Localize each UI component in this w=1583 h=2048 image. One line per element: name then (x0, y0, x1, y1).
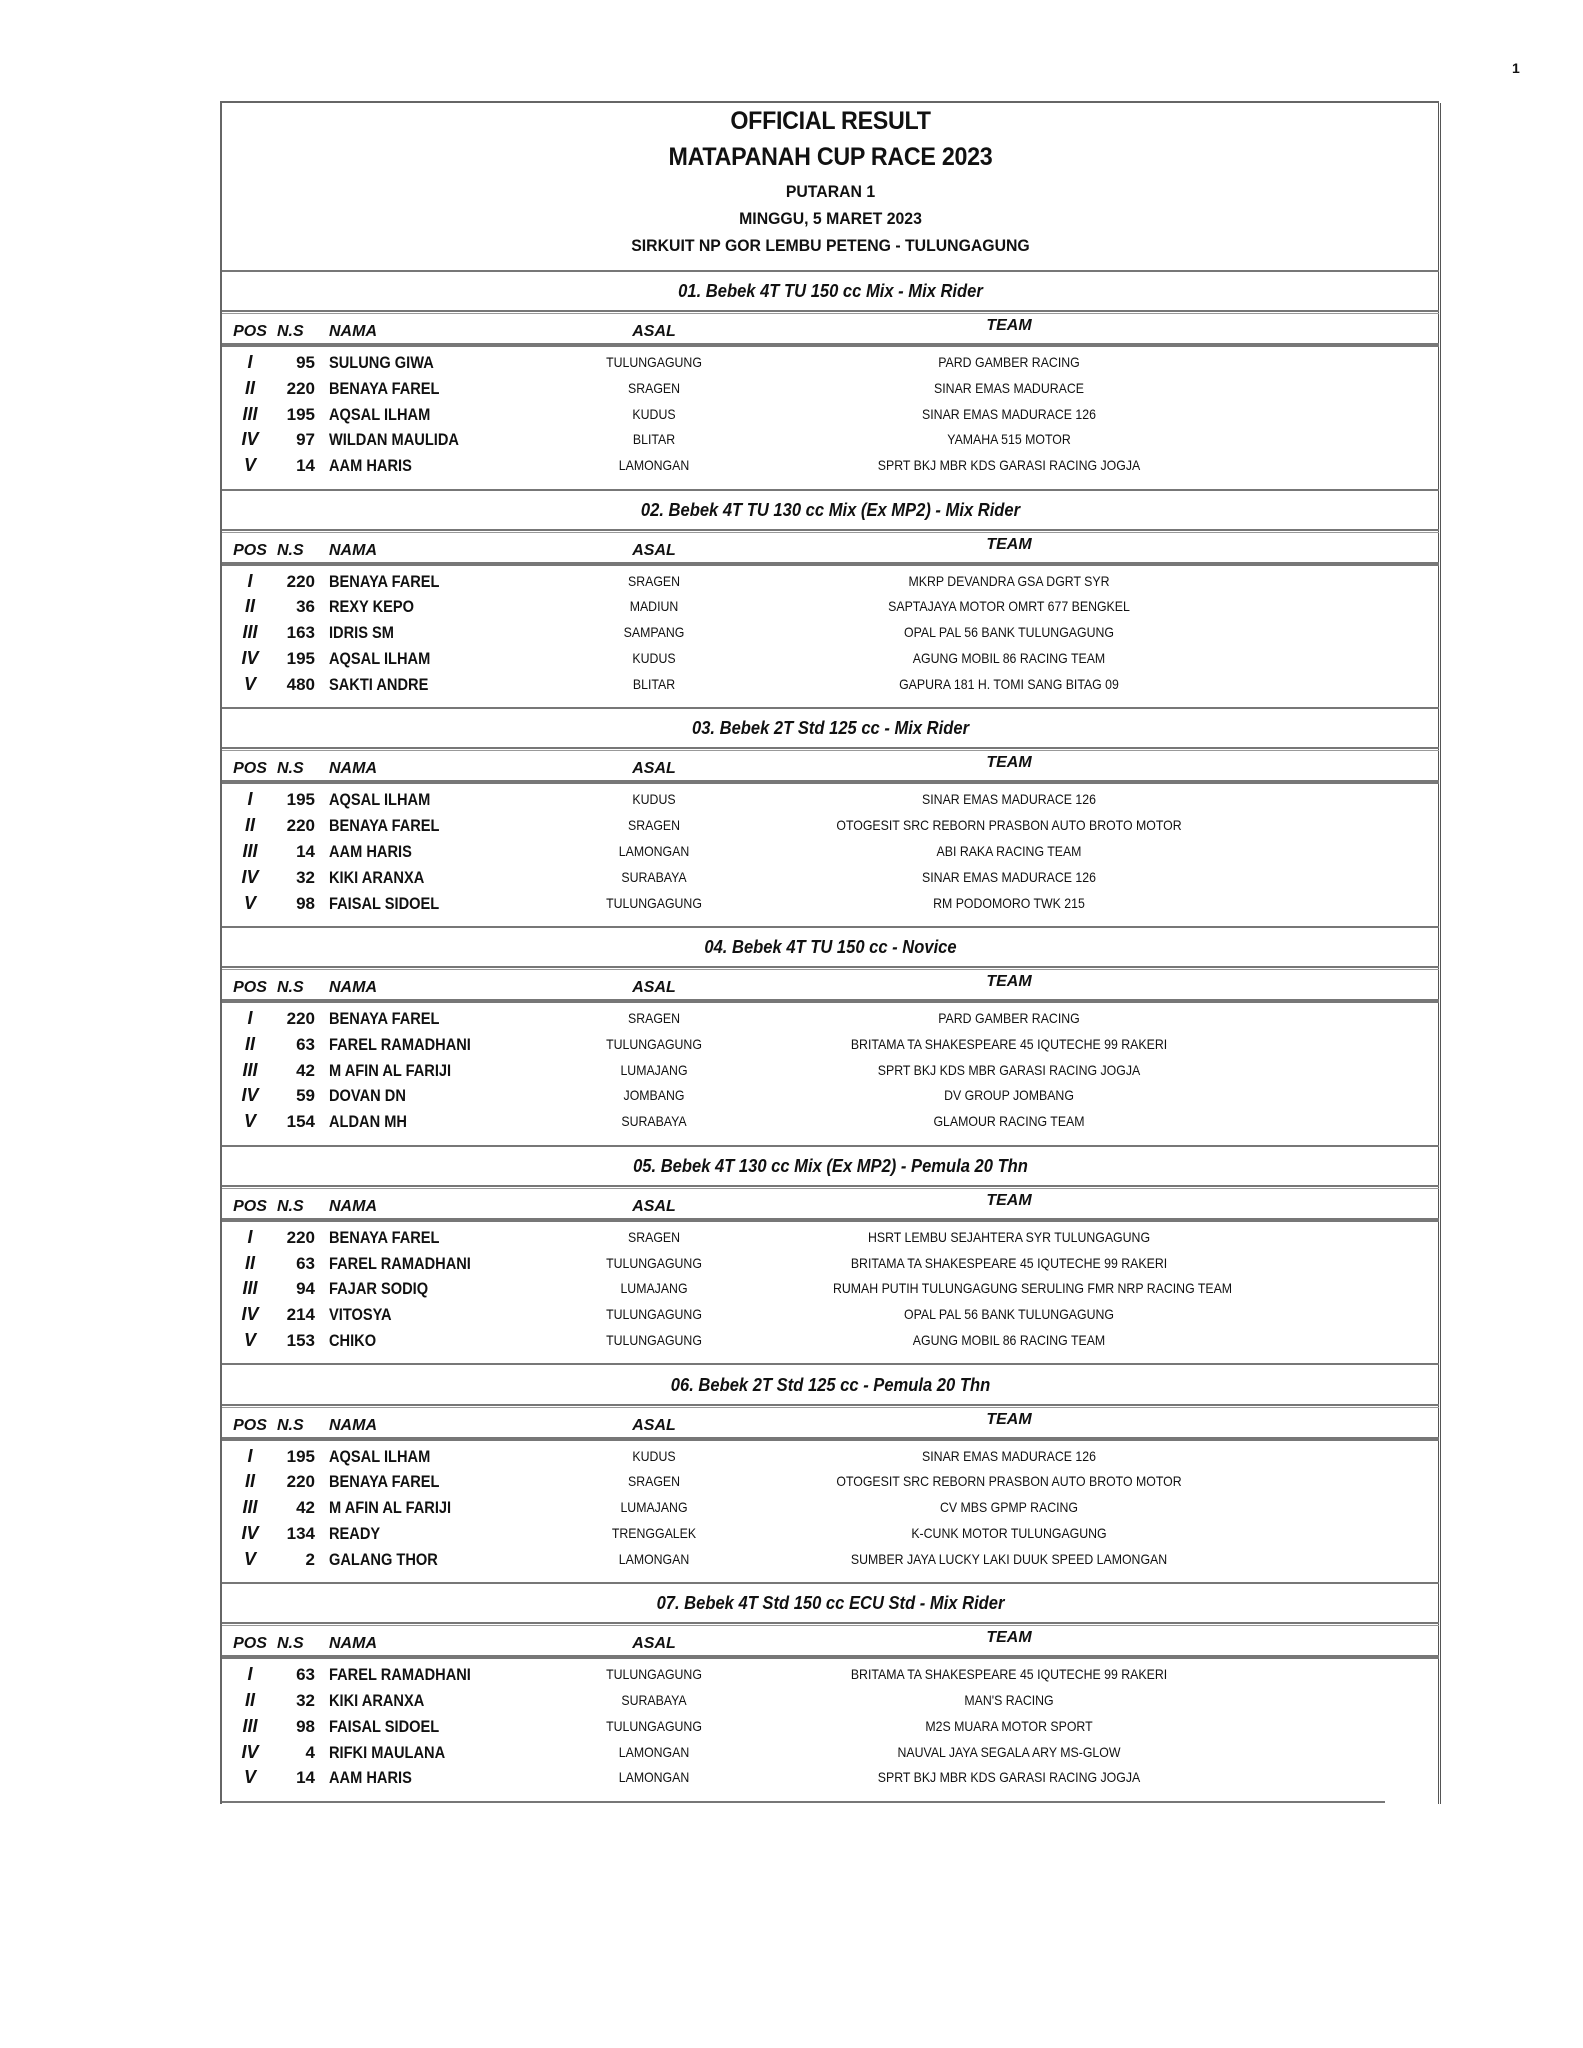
result-rows (222, 350, 1439, 479)
table-row (222, 1547, 1439, 1573)
origin-cell: TULUNGAGUNG (606, 1717, 702, 1734)
origin-cell: MADIUN (629, 598, 679, 615)
result-rows (222, 1006, 1439, 1135)
column-header-pos: POS (233, 760, 267, 778)
start-number-cell: 195 (286, 1446, 315, 1466)
start-number-cell: 220 (286, 1472, 315, 1492)
column-header-asal: ASAL (632, 323, 676, 340)
column-header-asal: ASAL (632, 1197, 676, 1215)
table-row (222, 1006, 1439, 1032)
rider-name-cell: RIFKI MAULANA (329, 1742, 446, 1762)
column-header-asal: ASAL (632, 760, 676, 778)
rider-name-cell: FAJAR SODIQ (329, 1279, 429, 1299)
start-number-cell: 163 (286, 623, 315, 643)
table-row (222, 1083, 1439, 1109)
position-cell: IV (241, 1741, 259, 1762)
rider-name-cell: VITOSYA (329, 1305, 392, 1325)
rider-name-cell: IDRIS SM (329, 623, 394, 643)
position-cell: II (244, 377, 255, 398)
rider-name-cell: AQSAL ILHAM (329, 790, 431, 810)
start-number-cell: 154 (286, 1112, 315, 1132)
column-header-nama: NAMA (329, 1635, 377, 1653)
column-header-pos: POS (233, 541, 267, 559)
start-number-cell: 220 (286, 1009, 315, 1029)
origin-cell: SRAGEN (627, 1010, 681, 1027)
rider-name-cell: M AFIN AL FARIJI (329, 1060, 452, 1080)
position-cell: V (243, 1548, 256, 1569)
position-cell: IV (241, 429, 259, 450)
column-header-ns: N.S (277, 1416, 304, 1434)
column-header-team: TEAM (986, 1410, 1032, 1428)
position-cell: I (247, 789, 253, 810)
position-cell: II (244, 1033, 255, 1054)
rider-name-cell: AQSAL ILHAM (329, 1446, 431, 1466)
rider-name-cell: FAISAL SIDOEL (329, 1716, 440, 1736)
position-cell: I (247, 1226, 253, 1247)
team-cell: NAUVAL JAYA SEGALA ARY MS-GLOW (897, 1743, 1121, 1760)
origin-cell: KUDUS (632, 405, 676, 422)
origin-cell: KUDUS (632, 1447, 676, 1464)
start-number-cell: 14 (296, 841, 315, 861)
column-header-pos: POS (233, 1197, 267, 1215)
start-number-cell: 97 (296, 430, 315, 450)
column-header-team: TEAM (986, 535, 1032, 553)
team-cell: SPRT BKJ MBR KDS GARASI RACING JOGJA (877, 1769, 1141, 1786)
start-number-cell: 32 (296, 1690, 315, 1710)
team-cell: YAMAHA 515 MOTOR (947, 431, 1071, 448)
table-row (222, 427, 1439, 453)
team-cell: CV MBS GPMP RACING (939, 1499, 1079, 1516)
team-cell: ABI RAKA RACING TEAM (936, 842, 1082, 859)
event-name: MATAPANAH CUP RACE 2023 (668, 143, 993, 171)
table-row (222, 891, 1439, 917)
page-number: 1 (1512, 60, 1520, 76)
column-header-team: TEAM (986, 973, 1032, 991)
team-cell: HSRT LEMBU SEJAHTERA SYR TULUNGAGUNG (867, 1228, 1151, 1245)
team-cell: SPRT BKJ MBR KDS GARASI RACING JOGJA (877, 457, 1141, 474)
divider (222, 1218, 1439, 1222)
position-cell: V (243, 1767, 256, 1788)
team-cell: SINAR EMAS MADURACE 126 (922, 1447, 1096, 1464)
position-cell: V (243, 455, 256, 476)
column-header-pos: POS (233, 323, 267, 340)
result-rows (222, 1444, 1439, 1573)
column-header-nama: NAMA (329, 1197, 377, 1215)
rider-name-cell: AAM HARIS (329, 1768, 412, 1788)
team-cell: PARD GAMBER RACING (938, 354, 1080, 370)
race-class-section (222, 491, 1439, 710)
start-number-cell: 195 (286, 649, 315, 669)
start-number-cell: 94 (296, 1279, 315, 1299)
event-date: MINGGU, 5 MARET 2023 (739, 209, 922, 228)
start-number-cell: 63 (296, 1034, 315, 1054)
result-rows (222, 787, 1439, 916)
start-number-cell: 134 (286, 1523, 315, 1543)
rider-name-cell: AAM HARIS (329, 841, 412, 861)
team-cell: M2S MUARA MOTOR SPORT (925, 1717, 1093, 1734)
origin-cell: SURABAYA (621, 1113, 687, 1130)
result-rows (222, 1662, 1439, 1791)
origin-cell: SRAGEN (627, 817, 681, 834)
table-row (222, 787, 1439, 813)
team-cell: SINAR EMAS MADURACE 126 (922, 791, 1096, 808)
team-cell: SINAR EMAS MADURACE (934, 379, 1084, 396)
column-header-row (222, 1408, 1439, 1439)
position-cell: III (242, 1497, 258, 1518)
rider-name-cell: BENAYA FAREL (329, 571, 440, 591)
table-row (222, 646, 1439, 672)
rider-name-cell: AQSAL ILHAM (329, 649, 431, 669)
divider (222, 999, 1439, 1003)
rider-name-cell: FAREL RAMADHANI (329, 1253, 471, 1273)
start-number-cell: 42 (296, 1060, 315, 1080)
start-number-cell: 14 (296, 456, 315, 476)
team-cell: MKRP DEVANDRA GSA DGRT SYR (908, 572, 1110, 589)
column-header-pos: POS (233, 1635, 267, 1653)
team-cell: PARD GAMBER RACING (938, 1010, 1080, 1027)
result-rows (222, 569, 1439, 698)
origin-cell: KUDUS (632, 650, 676, 667)
rider-name-cell: KIKI ARANXA (329, 1690, 425, 1710)
table-row (222, 594, 1439, 620)
column-header-ns: N.S (277, 1197, 304, 1215)
start-number-cell: 195 (286, 790, 315, 810)
column-header-ns: N.S (277, 541, 304, 559)
table-row (222, 1521, 1439, 1547)
rider-name-cell: DOVAN DN (329, 1086, 406, 1106)
team-cell: AGUNG MOBIL 86 RACING TEAM (912, 650, 1106, 667)
start-number-cell: 220 (286, 1227, 315, 1247)
column-header-pos: POS (233, 1416, 267, 1434)
origin-cell: TULUNGAGUNG (606, 1666, 702, 1683)
rider-name-cell: BENAYA FAREL (329, 1009, 440, 1029)
position-cell: III (242, 403, 258, 424)
origin-cell: KUDUS (632, 791, 676, 808)
origin-cell: TULUNGAGUNG (606, 354, 702, 370)
origin-cell: LAMONGAN (618, 1769, 690, 1786)
origin-cell: TULUNGAGUNG (606, 1331, 702, 1348)
start-number-cell: 98 (296, 1716, 315, 1736)
team-cell: SUMBER JAYA LUCKY LAKI DUUK SPEED LAMONGAN (850, 1550, 1168, 1567)
origin-cell: SURABAYA (621, 1691, 687, 1708)
divider (222, 780, 1439, 784)
divider (222, 1655, 1439, 1659)
rider-name-cell: M AFIN AL FARIJI (329, 1498, 452, 1518)
table-row (222, 1302, 1439, 1328)
rider-name-cell: AAM HARIS (329, 456, 412, 476)
origin-cell: SRAGEN (627, 572, 681, 589)
team-cell: OTOGESIT SRC REBORN PRASBON AUTO BROTO MOTOR (836, 817, 1182, 834)
race-class-title: 07. Bebek 4T Std 150 cc ECU Std - Mix Rider (656, 1593, 1005, 1614)
position-cell: II (244, 1252, 255, 1273)
race-class-section (222, 709, 1439, 928)
rider-name-cell: BENAYA FAREL (329, 816, 440, 836)
column-header-row (222, 533, 1439, 564)
position-cell: IV (241, 648, 259, 669)
table-row (222, 1714, 1439, 1740)
divider (222, 562, 1439, 566)
position-cell: II (244, 596, 255, 617)
team-cell: SPRT BKJ KDS MBR GARASI RACING JOGJA (877, 1061, 1141, 1078)
rider-name-cell: SAKTI ANDRE (329, 674, 429, 694)
origin-cell: SRAGEN (627, 379, 681, 396)
start-number-cell: 214 (286, 1305, 315, 1325)
start-number-cell: 14 (296, 1768, 315, 1788)
column-header-nama: NAMA (329, 979, 377, 997)
start-number-cell: 220 (286, 816, 315, 836)
team-cell: SAPTAJAYA MOTOR OMRT 677 BENGKEL (888, 598, 1130, 615)
origin-cell: LAMONGAN (618, 1743, 690, 1760)
rider-name-cell: REXY KEPO (329, 597, 415, 617)
origin-cell: LAMONGAN (618, 1550, 690, 1567)
origin-cell: SRAGEN (627, 1228, 681, 1245)
table-row (222, 1251, 1439, 1277)
position-cell: III (242, 1715, 258, 1736)
start-number-cell: 59 (296, 1086, 315, 1106)
document-header (222, 103, 1439, 272)
rider-name-cell: GALANG THOR (329, 1549, 438, 1569)
race-class-title: 01. Bebek 4T TU 150 cc Mix - Mix Rider (678, 281, 983, 301)
team-cell: MAN'S RACING (964, 1691, 1054, 1708)
position-cell: II (244, 1471, 255, 1492)
table-row (222, 1109, 1439, 1135)
position-cell: II (244, 815, 255, 836)
team-cell: K-CUNK MOTOR TULUNGAGUNG (911, 1524, 1107, 1541)
table-row (222, 1740, 1439, 1766)
table-row (222, 1276, 1439, 1302)
start-number-cell: 153 (286, 1330, 315, 1350)
start-number-cell: 63 (296, 1665, 315, 1685)
table-row (222, 1444, 1439, 1470)
origin-cell: JOMBANG (623, 1087, 685, 1104)
origin-cell: BLITAR (632, 675, 676, 692)
table-row (222, 1032, 1439, 1058)
rider-name-cell: FAISAL SIDOEL (329, 893, 440, 913)
round-label: PUTARAN 1 (785, 182, 876, 201)
column-header-nama: NAMA (329, 760, 377, 778)
start-number-cell: 42 (296, 1498, 315, 1518)
origin-cell: LAMONGAN (618, 842, 690, 859)
origin-cell: TULUNGAGUNG (606, 1035, 702, 1052)
team-cell: SINAR EMAS MADURACE 126 (922, 868, 1096, 885)
rider-name-cell: ALDAN MH (329, 1112, 407, 1132)
position-cell: I (247, 1445, 253, 1466)
origin-cell: TULUNGAGUNG (606, 894, 702, 911)
rider-name-cell: BENAYA FAREL (329, 1472, 440, 1492)
origin-cell: SURABAYA (621, 868, 687, 885)
position-cell: I (247, 352, 253, 372)
start-number-cell: 36 (296, 597, 315, 617)
table-row (222, 1765, 1439, 1791)
column-header-nama: NAMA (329, 1416, 377, 1434)
table-row (222, 402, 1439, 428)
start-number-cell: 98 (296, 893, 315, 913)
divider (222, 343, 1439, 347)
race-class-title: 05. Bebek 4T 130 cc Mix (Ex MP2) - Pemula 20 Thn (633, 1155, 1028, 1176)
rider-name-cell: FAREL RAMADHANI (329, 1665, 471, 1685)
column-header-asal: ASAL (632, 1416, 676, 1434)
position-cell: V (243, 1111, 256, 1132)
team-cell: AGUNG MOBIL 86 RACING TEAM (912, 1331, 1106, 1348)
rider-name-cell: AQSAL ILHAM (329, 404, 431, 424)
column-header-row (222, 314, 1439, 345)
race-class-section (222, 1366, 1439, 1585)
rider-name-cell: SULUNG GIWA (329, 353, 434, 372)
column-header-team: TEAM (986, 1629, 1032, 1647)
column-header-ns: N.S (277, 979, 304, 997)
table-row (222, 350, 1439, 376)
position-cell: II (244, 1689, 255, 1710)
table-row (222, 1328, 1439, 1354)
team-cell: RUMAH PUTIH TULUNGAGUNG SERULING FMR NRP RACING TEAM (833, 1280, 1233, 1297)
position-cell: III (242, 1059, 258, 1080)
origin-cell: SAMPANG (623, 624, 685, 641)
column-header-team: TEAM (986, 317, 1032, 334)
position-cell: IV (241, 866, 259, 887)
origin-cell: TULUNGAGUNG (606, 1306, 702, 1323)
origin-cell: BLITAR (632, 431, 676, 448)
column-header-pos: POS (233, 979, 267, 997)
team-cell: OPAL PAL 56 BANK TULUNGAGUNG (904, 624, 1114, 641)
table-row (222, 813, 1439, 839)
rider-name-cell: BENAYA FAREL (329, 1227, 440, 1247)
position-cell: V (243, 892, 256, 913)
table-row (222, 865, 1439, 891)
team-cell: OTOGESIT SRC REBORN PRASBON AUTO BROTO MOTOR (836, 1473, 1182, 1490)
column-header-row (222, 970, 1439, 1001)
position-cell: I (247, 1008, 253, 1029)
column-header-row (222, 1626, 1439, 1657)
column-header-ns: N.S (277, 760, 304, 778)
position-cell: I (247, 570, 253, 591)
start-number-cell: 220 (286, 571, 315, 591)
start-number-cell: 4 (305, 1742, 315, 1762)
column-header-nama: NAMA (329, 541, 377, 559)
column-header-asal: ASAL (632, 979, 676, 997)
rider-name-cell: WILDAN MAULIDA (329, 430, 459, 450)
table-row (222, 1469, 1439, 1495)
column-header-asal: ASAL (632, 541, 676, 559)
race-class-section (222, 1147, 1439, 1366)
origin-cell: LUMAJANG (620, 1280, 688, 1297)
race-class-section (222, 272, 1439, 491)
race-class-title: 02. Bebek 4T TU 130 cc Mix (Ex MP2) - Mix Rider (640, 499, 1021, 520)
column-header-team: TEAM (986, 1191, 1032, 1209)
table-row (222, 569, 1439, 595)
column-header-nama: NAMA (329, 323, 377, 340)
column-header-row (222, 1189, 1439, 1220)
rider-name-cell: KIKI ARANXA (329, 867, 425, 887)
table-row (222, 672, 1439, 698)
table-row (222, 620, 1439, 646)
position-cell: V (243, 1329, 256, 1350)
divider (222, 1801, 1385, 1803)
position-cell: I (247, 1664, 253, 1685)
team-cell: BRITAMA TA SHAKESPEARE 45 IQUTECHE 99 RAKERI (850, 1666, 1168, 1683)
team-cell: RM PODOMORO TWK 215 (933, 894, 1085, 911)
table-row (222, 1225, 1439, 1251)
team-cell: SINAR EMAS MADURACE 126 (922, 405, 1096, 422)
start-number-cell: 2 (305, 1549, 315, 1569)
table-row (222, 1495, 1439, 1521)
origin-cell: TRENGGALEK (611, 1524, 697, 1541)
race-class-title: 03. Bebek 2T Std 125 cc - Mix Rider (691, 718, 970, 739)
divider (222, 1437, 1439, 1441)
column-header-asal: ASAL (632, 1635, 676, 1653)
position-cell: III (242, 1278, 258, 1299)
rider-name-cell: CHIKO (329, 1330, 377, 1350)
column-header-ns: N.S (277, 1635, 304, 1653)
race-class-section (222, 928, 1439, 1147)
column-header-ns: N.S (277, 323, 304, 340)
rider-name-cell: READY (329, 1523, 381, 1543)
position-cell: IV (241, 1304, 259, 1325)
start-number-cell: 63 (296, 1253, 315, 1273)
start-number-cell: 95 (296, 353, 315, 372)
result-rows (222, 1225, 1439, 1354)
start-number-cell: 195 (286, 404, 315, 424)
race-class-section (222, 1584, 1439, 1803)
origin-cell: LUMAJANG (620, 1061, 688, 1078)
table-row (222, 376, 1439, 402)
table-row (222, 1058, 1439, 1084)
rider-name-cell: BENAYA FAREL (329, 378, 440, 398)
document-title: OFFICIAL RESULT (730, 107, 931, 135)
rider-name-cell: FAREL RAMADHANI (329, 1034, 471, 1054)
origin-cell: LAMONGAN (618, 457, 690, 474)
team-cell: OPAL PAL 56 BANK TULUNGAGUNG (904, 1306, 1114, 1323)
column-header-team: TEAM (986, 754, 1032, 772)
table-row (222, 839, 1439, 865)
start-number-cell: 32 (296, 867, 315, 887)
origin-cell: TULUNGAGUNG (606, 1254, 702, 1271)
team-cell: GAPURA 181 H. TOMI SANG BITAG 09 (899, 675, 1119, 692)
position-cell: V (243, 673, 256, 694)
table-row (222, 453, 1439, 479)
start-number-cell: 220 (286, 378, 315, 398)
team-cell: GLAMOUR RACING TEAM (933, 1113, 1085, 1130)
team-cell: DV GROUP JOMBANG (944, 1087, 1074, 1104)
results-table (220, 101, 1439, 1804)
race-class-title: 04. Bebek 4T TU 150 cc - Novice (704, 937, 957, 958)
position-cell: III (242, 622, 258, 643)
column-header-row (222, 751, 1439, 782)
origin-cell: LUMAJANG (620, 1499, 688, 1516)
origin-cell: SRAGEN (627, 1473, 681, 1490)
team-cell: BRITAMA TA SHAKESPEARE 45 IQUTECHE 99 RAKERI (850, 1254, 1168, 1271)
position-cell: IV (241, 1085, 259, 1106)
table-row (222, 1662, 1439, 1688)
position-cell: III (242, 840, 258, 861)
team-cell: BRITAMA TA SHAKESPEARE 45 IQUTECHE 99 RAKERI (850, 1035, 1168, 1052)
start-number-cell: 480 (286, 674, 315, 694)
venue-label: SIRKUIT NP GOR LEMBU PETENG - TULUNGAGUNG (631, 236, 1030, 255)
table-row (222, 1688, 1439, 1714)
race-class-title: 06. Bebek 2T Std 125 cc - Pemula 20 Thn (670, 1374, 991, 1395)
position-cell: IV (241, 1522, 259, 1543)
